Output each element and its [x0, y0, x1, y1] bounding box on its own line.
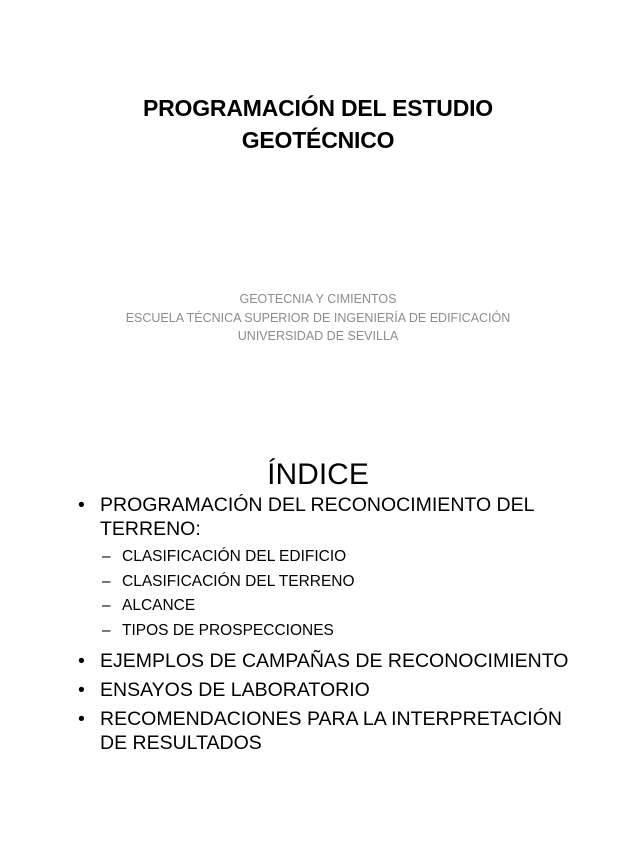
dash-icon: –	[102, 597, 111, 615]
index-sublist	[100, 545, 578, 644]
title-line-2: GEOTÉCNICO	[241, 127, 395, 153]
index-list	[78, 493, 578, 760]
presentation-title	[0, 92, 636, 156]
presentation-subtitle	[0, 290, 636, 346]
index-subitem-text: ALCANCE	[122, 597, 196, 615]
bullet-icon: •	[78, 678, 85, 701]
subtitle-university: UNIVERSIDAD DE SEVILLA	[237, 329, 399, 343]
subtitle-course: GEOTECNIA Y CIMIENTOS	[239, 292, 397, 306]
index-item	[78, 649, 578, 673]
index-item-text: PROGRAMACIÓN DEL RECONOCIMIENTO DEL TERRENO:	[100, 494, 534, 540]
index-slide	[0, 424, 636, 848]
index-item-text: RECOMENDACIONES PARA LA INTERPRETACIÓN DE RESULTADOS	[100, 707, 562, 754]
index-title: ÍNDICE	[267, 458, 369, 491]
index-subitem-text: TIPOS DE PROSPECCIONES	[122, 622, 334, 640]
bullet-icon: •	[78, 494, 85, 516]
index-subitem-text: CLASIFICACIÓN DEL EDIFICIO	[122, 548, 347, 565]
bullet-icon: •	[78, 707, 85, 730]
index-subitem-text: CLASIFICACIÓN DEL TERRENO	[122, 572, 355, 590]
subtitle-school: ESCUELA TÉCNICA SUPERIOR DE INGENIERÍA DE EDIFICACIÓN	[125, 310, 511, 325]
index-item-text: EJEMPLOS DE CAMPAÑAS DE RECONOCIMIENTO	[100, 649, 569, 672]
index-item-text: ENSAYOS DE LABORATORIO	[100, 678, 370, 701]
index-subitem	[100, 570, 578, 595]
title-line-1: PROGRAMACIÓN DEL ESTUDIO	[142, 95, 493, 121]
index-item	[78, 678, 578, 702]
index-subitem	[100, 545, 578, 570]
index-item	[78, 493, 578, 644]
bullet-icon: •	[78, 649, 85, 672]
dash-icon: –	[102, 622, 111, 640]
index-subitem	[100, 619, 578, 644]
index-item	[78, 707, 578, 755]
dash-icon: –	[102, 548, 111, 565]
index-subitem	[100, 594, 578, 619]
dash-icon: –	[102, 572, 111, 590]
